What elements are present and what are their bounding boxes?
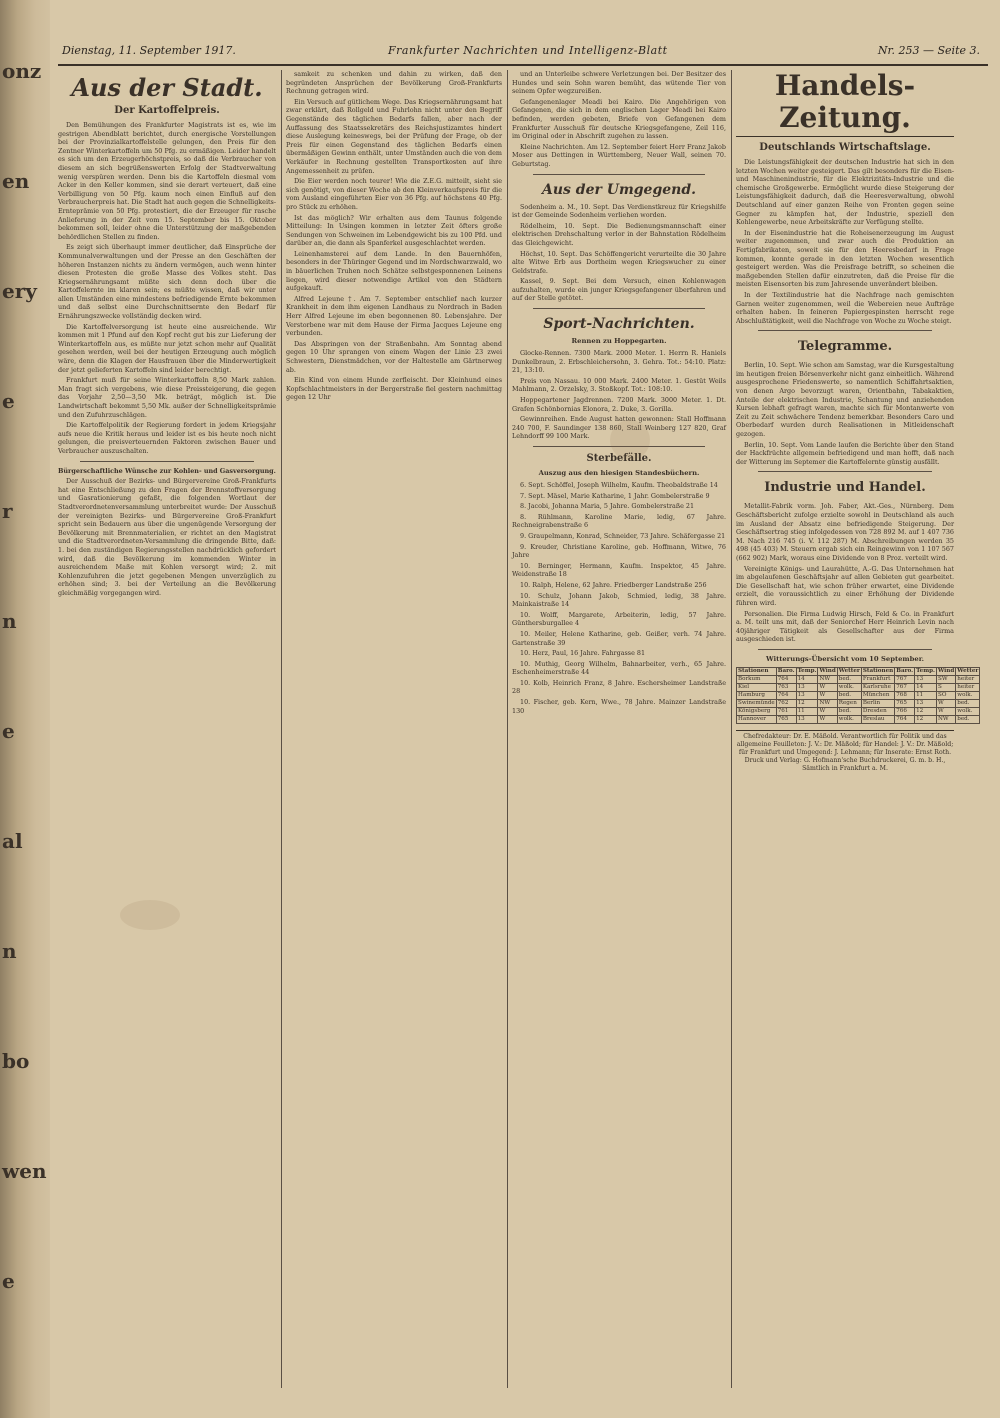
weather-cell: bed. <box>956 715 980 723</box>
divider <box>758 649 932 650</box>
death-notices-list <box>512 481 726 715</box>
page-header <box>58 40 988 66</box>
death-notice: 8. Jacobi, Johanna Maria, 5 Jahre. Gombelerstraße 21 <box>520 502 695 511</box>
article-body <box>512 203 726 304</box>
weather-cell: Breslau <box>861 715 894 723</box>
weather-header-cell: Wind <box>819 667 836 674</box>
weather-cell: S <box>936 683 955 691</box>
weather-cell: NW <box>818 675 837 683</box>
column-rule <box>281 70 282 1388</box>
section-title-sterbefaelle: Sterbefälle. <box>586 453 652 464</box>
paragraph: Sodenheim a. M., 10. Sept. Das Verdienstkreuz für Kriegshilfe ist der Gemeinde Sodenheim verliehen worden. <box>512 202 726 220</box>
weather-cell: W <box>936 707 955 715</box>
binding-text-fragment: e <box>2 719 15 743</box>
weather-cell: NW <box>936 715 955 723</box>
paragraph: Die Kartoffelversorgung ist heute eine ausreichende. Wir kommen mit 1 Pfund auf den Kopf recht gut bis zur Lieferung der Winterkartoffeln aus, es müßte nur jetzt schon mehr auf Qualität gesehen werden, weil bei der heutigen Erzeugung auch möglich wäre, denn die Klagen der Hausfrauen über die Minderwertigkeit der jetzt gelieferten Kartoffeln sind leider berechtigt. <box>58 322 276 374</box>
paragraph: Kleine Nachrichten. Am 12. September feiert Herr Franz Jakob Moser aus Dettingen in Württemberg, Neuer Wall, seinen 70. Geburtstag. <box>512 142 726 168</box>
death-notice: 10. Schulz, Johann Jakob, Schmied, ledig, 38 Jahre. Mainkaistraße 14 <box>512 591 726 609</box>
weather-cell: heiter <box>956 683 980 691</box>
binding-text-fragment: ery <box>2 279 37 303</box>
weather-cell: 767 <box>895 683 915 691</box>
binding-text-fragment: onz <box>2 59 42 83</box>
death-notice: 10. Berninger, Hermann, Kaufm. Inspektor, 45 Jahre. Weidenstraße 18 <box>512 561 726 579</box>
header-issue: Nr. 253 — Seite 3. <box>877 44 980 57</box>
paragraph: Berlin, 10. Sept. Vom Lande laufen die Berichte über den Stand der Hackfrüchte allgemein befriedigend und man hofft, daß nach der Witterung im Septemer die Kartoffelernte günstig ausfällt. <box>736 440 954 466</box>
paragraph: und an Unterleibe schwere Verletzungen bei. Der Besitzer des Hundes und sein Sohn waren bemüht, das wütende Tier von seinem Opfer wegzureißen. <box>512 70 726 96</box>
section-title-handelszeitung: Handels-Zeitung. <box>736 70 954 137</box>
weather-cell: 12 <box>915 715 937 723</box>
table-row <box>737 675 980 683</box>
weather-cell: 13 <box>915 675 937 683</box>
article-body <box>736 502 954 644</box>
article-body <box>58 121 276 456</box>
death-notice: 9. Graupelmann, Konrad, Schneider, 73 Jahre. Schäfergasse 21 <box>520 531 726 540</box>
sterbefaelle-subtitle: Auszug aus den hiesigen Standesbüchern. <box>538 469 700 477</box>
weather-header-cell: Wetter <box>838 667 860 674</box>
paragraph: Glocke-Rennen. 7300 Mark. 2000 Meter. 1. Herrn R. Haniels Dunkelbraun, 2. Erbschleichersohn, 3. Gehra. Tot.: 54:10. Platz: 21, 13:10. <box>512 349 726 375</box>
paragraph: Berlin, 10. Sept. Wie schon am Samstag, war die Kursgestaltung im heutigen freien Börsenverkehr nicht ganz einheitlich. Während ausgesprochene Friedenswerte, so namentlich Schiffahrtsaktien, von denen Argo bevorzugt waren, Orientbahn, Tabakaktien, Anteile der elektrischen Industrie, Schantung und anziehenden Kursen lebhaft gefragt waren, machte sich für Montanwerte von Zeit zu Zeit schwächere Tendenz bemerkbar. Besonders Caro und Oberbedarf wurden durch Realisationen in Mitleidenschaft gezogen. <box>736 361 954 439</box>
column-region-sport <box>512 70 726 1388</box>
weather-header-cell: Baro. <box>777 667 795 674</box>
weather-header-cell: Baro. <box>896 667 914 674</box>
binding-text-fragment: e <box>2 1269 15 1293</box>
binding-text-fragment: n <box>2 609 17 633</box>
weather-cell: bed. <box>837 691 861 699</box>
column-local-news <box>58 70 276 1388</box>
death-notice: 8. Rühlmann, Karoline Marie, ledig, 67 Jahre. Rechneigrabenstraße 6 <box>512 512 726 530</box>
paragraph: Vereinigte Königs- und Laurahütte, A.-G. Das Unternehmen hat im abgelaufenen Geschäftsjahr auf allen Gebieten gut gearbeitet. Die Gesellschaft hat, wie schon früher erwartet, eine Dividende erzielt, die voraussichtlich zu einer Erhöhung der Dividende führen wird. <box>736 564 954 607</box>
weather-cell: Frankfurt <box>861 675 894 683</box>
binding-text-fragment: en <box>2 169 30 193</box>
weather-cell: 762 <box>776 699 796 707</box>
weather-cell: 763 <box>776 683 796 691</box>
paragraph: Kassel, 9. Sept. Bei dem Versuch, einen Kohlenwagen aufzuhalten, wurde ein junger Kriegsgefangener überfahren und auf der Stelle getötet. <box>512 277 726 303</box>
weather-cell: München <box>861 691 894 699</box>
divider <box>758 471 932 472</box>
weather-cell: Swinemünde <box>738 699 775 706</box>
column-local-news-cont <box>286 70 502 1388</box>
column-business <box>736 69 979 1388</box>
weather-header-cell: Temp. <box>797 667 817 674</box>
weather-title: Witterungs-Übersicht vom 10 September. <box>765 654 925 663</box>
weather-cell: W <box>818 683 837 691</box>
weather-cell: 767 <box>895 675 915 683</box>
weather-cell: 765 <box>776 715 796 723</box>
weather-cell: wolk. <box>837 683 861 691</box>
weather-cell: 766 <box>895 707 915 715</box>
paragraph: Hoppegartener Jagdrennen. 7200 Mark. 3000 Meter. 1. Dt. Grafen Schönbornias Elonora, 2. Duke, 3. Gorilla. <box>512 396 726 413</box>
weather-cell: SW <box>936 675 955 683</box>
death-notice: 6. Sept. Schöffel, Joseph Wilhelm, Kaufm. Theobaldstraße 14 <box>520 481 718 489</box>
divider <box>80 461 254 462</box>
weather-cell: 12 <box>915 707 937 715</box>
paragraph: Gefangenenlager Meadi bei Kairo. Die Angehörigen von Gefangenen, die sich in dem englischen Lager Meadi bei Kairo befinden, werden gebeten, Briefe von Gefangenen dem Frankfurter Ausschuß für deutsche Kriegsgefangene, Zeil 116, im Original oder in Abschrift zugehen zu lassen. <box>512 97 726 141</box>
death-notice: 9. Kreuder, Christiane Karoline, geb. Hoffmann, Witwe, 76 Jahre <box>512 542 726 560</box>
weather-header-row <box>737 667 980 675</box>
paragraph: Personalien. Die Firma Ludwig Hirsch, Feld & Co. in Frankfurt a. M. teilt uns mit, daß der Seniorchef Herr Heinrich Levin nach 40jähriger Tätigkeit als Gesellschafter aus der Firma ausgeschieden ist. <box>736 609 954 644</box>
weather-cell: Borkum <box>737 675 777 683</box>
paragraph: Der Ausschuß der Bezirks- und Bürgervereine Groß-Frankfurts hat eine Entschließung zu den Fragen der Brennstoffversorgung und Gasrationierung gefaßt, die folgenden Wortlaut der Stadtverordnetenversammlung unterbreitet wurde: Der Ausschuß der vereinigten Bezirks- und Bürgervereine Groß-Frankfurt spricht sein Bedauern aus über die ungenügende Versorgung der Bevölkerung mit Brennmaterialien, er richtet an den Magistrat und die Stadtverordneten-Versammlung die dringende Bitte, daß: 1. bei den zuständigen Regierungsstellen nachdrücklich gefordert wird, daß die Bevölkerung im kommenden Winter in ausreichendem Maße mit Kohlen versorgt wird; 2. mit Kohlenzufuhren die jetzt gegebenen Mengen unverzüglich zu erhöhen sind; 3. bei der Verteilung an die Bevölkerung gleichmäßig vorgegangen wird. <box>58 477 276 597</box>
weather-cell: NW <box>818 699 837 707</box>
death-notice: 10. Fischer, geb. Kern, Wwe., 78 Jahre. Mainzer Landstraße 130 <box>512 698 726 715</box>
column-rule <box>731 70 732 1388</box>
binding-text-fragment: bo <box>2 1049 30 1073</box>
paragraph: Gewinnreihen. Ende August hatten gewonnen: Stall Hoffmann 240 700, F. Saundinger 138 860, Stall Weinberg 127 820, Graf Lehndorff 99 100 Mark. <box>512 415 726 441</box>
weather-cell: W <box>818 691 837 699</box>
paragraph: Rödelheim, 10. Sept. Die Bedienungsmannschaft einer elektrischen Drehschaltung verlor in der Bahnstation Rödelheim das Gleichgewicht. <box>512 221 726 247</box>
paragraph: Metallit-Fabrik vorm. Joh. Faber, Akt.-Ges., Nürnberg. Dem Geschäftsbericht zufolge erzielte sowohl in Deutschland als auch im Ausland der Absatz eine befriedigende Steigerung. Der Geschäftsertrag stieg infolgedessen von 728 892 M. auf 1 407 736 M. Nach 216 745 (i. V. 112 287) M. Abschreibungen werden 35 498 (45 403) M. Steuern ergab sich ein Reingewinn von 1 107 567 (662 902) Mark, woraus eine Dividende von 8 Proz. verteilt wird. <box>736 502 954 562</box>
weather-cell: 764 <box>776 675 796 683</box>
article-body <box>736 158 954 325</box>
paragraph: In der Textilindustrie hat die Nachfrage nach gemischten Garnen weiter zugenommen, weil die Webereien neue Aufträge erhalten haben. In feineren Papiergespinsten herrscht rege Abschlußtätigkeit, weil die Nachfrage von Woche zu Woche steigt. <box>736 290 954 325</box>
article-body <box>736 361 954 466</box>
section-title-sport: Sport-Nachrichten. <box>543 316 695 333</box>
header-date: Dienstag, 11. September 1917. <box>62 44 236 57</box>
binding-text-fragment: r <box>2 499 13 523</box>
weather-cell: wolk. <box>956 707 980 715</box>
imprint-footer: Chefredakteur: Dr. E. Mäßold. Verantwortlich für Politik und das allgemeine Feuilleton: J. V.: Dr. Mäßold; für Handel: J. V.: Dr. Mäßold; für Frankfurt und Umgegend: J. Lehmann; für Inserate: Ernst Roth. Druck und Verlag: G. Hofmann'sche Buchdruckerei, G. m. b. H., Sämtlich in Frankfurt a. M. <box>736 730 954 773</box>
article-body <box>58 477 276 597</box>
weather-cell: 768 <box>895 691 915 699</box>
column-rule <box>507 70 508 1388</box>
section-title-umgegend: Aus der Umgegend. <box>542 181 696 198</box>
article-body <box>512 349 726 441</box>
death-notice: 7. Sept. Mäsel, Marie Katharine, 1 Jahr. Gombelerstraße 9 <box>520 491 710 500</box>
weather-table <box>736 667 980 724</box>
article-title-hoppegarten: Rennen zu Hoppegarten. <box>571 337 667 346</box>
weather-cell: 13 <box>796 715 818 723</box>
paragraph: Ein Kind von einem Hunde zerfleischt. Der Kleinhund eines Kopfschlachtmeisters in der Bergerstraße fiel gestern nachmittag gegen 12 Uhr <box>286 376 502 402</box>
weather-cell: Karlsruhe <box>861 683 894 691</box>
weather-cell: wolk. <box>837 715 861 723</box>
weather-cell: 13 <box>915 699 937 707</box>
weather-cell: bed. <box>837 707 861 715</box>
article-body <box>512 70 726 169</box>
weather-header-cell: Stationen <box>862 667 894 674</box>
weather-cell: SO <box>936 691 955 699</box>
paragraph: Höchst, 10. Sept. Das Schöffengericht verurteilte die 30 Jahre alte Witwe Erb aus Dortheim wegen Kriegswucher zu einer Geldstrafe. <box>512 249 726 275</box>
table-row <box>737 715 980 723</box>
section-title-telegramme: Telegramme. <box>797 339 893 355</box>
weather-cell: Kiel <box>737 683 777 691</box>
weather-cell: 13 <box>796 691 818 699</box>
weather-cell: Königsberg <box>737 707 777 715</box>
table-row <box>737 699 980 707</box>
weather-header-cell: Wind <box>937 667 955 674</box>
paragraph: Es zeigt sich überhaupt immer deutlicher, daß Einsprüche der Kommunalverwaltungen und der Presse an den Geschäften der höheren Instanzen nichts zu ändern vermögen, auch wenn hinter diesen Protesten die große Masse des Volkes steht. Das Kriegsernährungsamt müßte sich denn doch über die Kartoffelernte im klaren sein; es müßte wissen, daß wir unter allen Umständen eine mindestens befriedigende Ernte bekommen und daß selbst eine Durchschnittsernte den Bedarf für Ernährungszwecke vollständig decken wird. <box>58 243 276 321</box>
binding-text-fragment: n <box>2 939 17 963</box>
article-body <box>286 70 502 402</box>
binding-text-fragment: e <box>2 389 15 413</box>
table-row <box>737 683 980 691</box>
paragraph: Die Leistungsfähigkeit der deutschen Industrie hat sich in den letzten Wochen weiter gesteigert. Das gilt besonders für die Eisen- und Maschinenindustrie, für die Elektrizitäts-Industrie und die chemische Großgewerbe. Ermöglicht wurde diese Steigerung der Leistungsfähigkeit dadurch, daß die Heeresverwaltung, obwohl Deutschland auf einer ganzen Reihe von Fronten gegen seine Gegner zu kämpfen hat, der Industrie, speziell den Kohlengewerbe, neue Arbeitskräfte zur Verfügung stellte. <box>736 158 954 227</box>
weather-cell: 765 <box>895 699 915 707</box>
paragraph: Frankfurt muß für seine Winterkartoffeln 8,50 Mark zahlen. Man fragt sich vergebens, wie diese Preissteigerung, die gegen das Vorjahr 2,50—3,50 Mk. beträgt, möglich ist. Die Landwirtschaft bekommt 5,50 Mk. außer der Schnelligkeitsprämie und den Zufuhrzuschlägen. <box>58 376 276 419</box>
weather-cell: bed. <box>837 675 861 683</box>
paragraph: Die Eier werden noch teurer! Wie die Z.E.G. mitteilt, sieht sie sich genötigt, von dieser Woche ab den Kleinverkaufspreis für die vom Ausland eingeführten Eier von 36 Pfg. auf höchstens 40 Pfg. pro Stück zu erhöhen. <box>286 177 502 211</box>
weather-header-cell: Wetter <box>957 667 979 674</box>
death-notice: 10. Kolb, Heinrich Franz, 8 Jahre. Eschersheimer Landstraße 28 <box>512 678 726 696</box>
divider <box>758 330 932 331</box>
paragraph: In der Eisenindustrie hat die Roheisenerzeugung im August weiter zugenommen, und zwar auch die Produktion an Fertigfabrikaten, soweit sie für den Heeresbedarf in Frage kommen, konnte gerade in den letzten Wochen wesentlich gesteigert werden. Was die Preisfrage betrifft, so scheinen die maßgebenden Stellen dafür einzutreten, daß die Preise für die meisten Eisensorten bis zum Jahresende unverändert bleiben. <box>736 228 954 289</box>
weather-header-cell: Stationen <box>737 667 777 675</box>
article-title-kohlen: Bürgerschaftliche Wünsche zur Kohlen- und Gasversorgung. <box>58 466 276 475</box>
weather-header-cell: Temp. <box>916 667 935 674</box>
weather-cell: 14 <box>796 675 818 683</box>
binding-text-fragment: wen <box>2 1159 47 1183</box>
paragraph: Den Bemühungen des Frankfurter Magistrats ist es, wie im gestrigen Abendblatt berichtet, durch energische Vorstellungen bei der Provinzialkartoffelstelle gelungen, den Preis für den Zentner Winterkartoffeln um 50 Pfg. zu ermäßigen. Leider handelt es sich um den Erzeugerhöchstpreis, so daß die Verbraucher von diesem an sich begrüßenswerten Erfolg der Stadtverwaltung wenig verspüren werden. Denn bis die Kartoffeln diesmal vom Acker in den Keller kommen, sind sie derart verteuert, daß eine Verbilligung von 50 Pfg. kaum noch einen Einfluß auf den Verbraucherpreis hat. Die Stadt hat auch gegen die Schnelligkeits-Ernteprämie von 50 Pfg. protestiert, die der Erzeuger für rasche Anlieferung in der Zeit vom 15. September bis 15. Oktober bekommen soll, leider ohne die Unterstützung der maßgebenden behördlichen Stellen zu finden. <box>58 121 276 241</box>
article-title-wirtschaftslage: Deutschlands Wirtschaftslage. <box>759 142 931 153</box>
header-masthead: Frankfurter Nachrichten und Intelligenz-Blatt <box>388 44 668 57</box>
section-title-stadt: Aus der Stadt. <box>71 73 263 102</box>
paragraph: Ist das möglich? Wir erhalten aus dem Taunus folgende Mitteilung: In Usingen kommen in letzter Zeit öfters große Sendungen von Schweinen im Lebendgewicht bis zu 100 Pfd. und darüber an, die dann als Spanferkel ausgeschlachtet werden. <box>286 213 502 248</box>
paragraph: Alfred Lejeune †. Am 7. September entschlief nach kurzer Krankheit in dem ihm eigenen Landhaus zu Nordrach in Baden Herr Alfred Lejeune im eben begonnenen 80. Lebensjahre. Der Verstorbene war mit dem Hause der Firma Jacques Lejeune eng verbunden. <box>286 294 502 338</box>
weather-cell: 12 <box>796 699 818 707</box>
paragraph: Preis von Nassau. 10 000 Mark. 2400 Meter. 1. Gestüt Weils Mahlmann, 2. Orzelsky, 3. Stoßkopf. Tot.: 108:10. <box>512 376 726 394</box>
weather-cell: heiter <box>956 675 980 683</box>
binding-edge <box>0 0 50 1418</box>
paragraph: Ein Versuch auf gütlichem Wege. Das Kriegsernährungsamt hat zwar erklärt, daß Rollgeld und Fuhrlohn nicht unter den Begriff Gegenstände des täglichen Bedarfs fallen, aber nach der Auffassung des Staatssekretärs des Reichsjustizamtes hindert diese Auslegung keineswegs, bei der Prüfung der Frage, ob der Preis für einen Gegenstand des täglichen Bedarfs einen übermäßigen Gewinn enthält, unter Umständen auch die von dem Verkäufer in Rechnung gestellten Transportkosten auf ihre Angemessenheit zu prüfen. <box>286 97 502 175</box>
weather-cell: Hamburg <box>737 691 777 699</box>
weather-cell: Berlin <box>861 699 894 707</box>
weather-cell: Regen <box>837 699 861 707</box>
death-notice: 10. Meiler, Helene Katharine, geb. Geißer, verh. 74 Jahre. Gartenstraße 39 <box>512 629 726 647</box>
death-notice: 10. Herz, Paul, 16 Jahre. Fahrgasse 81 <box>520 649 646 658</box>
divider <box>533 308 704 309</box>
table-row <box>737 691 980 699</box>
divider <box>533 446 704 447</box>
weather-cell: Hannover <box>737 715 777 723</box>
weather-cell: W <box>936 699 955 707</box>
article-title-kartoffelpreis: Der Kartoffelpreis. <box>114 105 220 116</box>
paragraph: Die Kartoffelpolitik der Regierung fordert in jedem Kriegsjahr aufs neue die Kritik heraus und leider ist es bis heute noch nicht gelungen, die preisverteuernden Faktoren zwischen Bauer und Verbraucher auszuschalten. <box>58 421 276 455</box>
weather-cell: W <box>818 715 837 723</box>
death-notice: 10. Muthig, Georg Wilhelm, Bahnarbeiter, verh., 65 Jahre. Eschenheimerstraße 44 <box>512 659 726 677</box>
table-row <box>737 707 980 715</box>
weather-cell: Dresden <box>861 707 894 715</box>
weather-cell: 11 <box>915 691 937 699</box>
weather-cell: 761 <box>776 707 796 715</box>
divider <box>533 174 704 175</box>
paragraph: Das Abspringen von der Straßenbahn. Am Sonntag abend gegen 10 Uhr sprangen von einem Wagen der Linie 23 zwei Schwestern, Dienstmädchen, vor der Haltestelle am Gärtnerweg ab. <box>286 339 502 374</box>
death-notice: 10. Ralph, Helene, 62 Jahre. Friedberger Landstraße 256 <box>520 580 707 589</box>
paragraph: Leinenhamsterei auf dem Lande. In den Bauernhöfen, besonders in der Thüringer Gegend und im Nordschwarzwald, wo in bäuerlichen Truhen noch Schätze selbstgesponnenen Leinens liegen, wird dieser notwendige Artikel von den Städtern aufgekauft. <box>286 249 502 293</box>
weather-cell: wolk. <box>956 691 980 699</box>
weather-cell: 13 <box>796 683 818 691</box>
section-title-industrie: Industrie und Handel. <box>764 480 926 496</box>
weather-cell: 14 <box>915 683 937 691</box>
weather-cell: W <box>818 707 837 715</box>
weather-cell: bed. <box>956 699 980 707</box>
paragraph: samkeit zu schenken und dahin zu wirken, daß den begründeten Ansprüchen der Bevölkerung Groß-Frankfurts Rechnung getragen wird. <box>286 70 502 96</box>
weather-cell: 764 <box>895 715 915 723</box>
weather-cell: 764 <box>776 691 796 699</box>
death-notice: 10. Wolff, Margarete, Arbeiterin, ledig, 57 Jahre. Günthersburgallee 4 <box>512 610 726 628</box>
weather-cell: 11 <box>796 707 818 715</box>
binding-text-fragment: al <box>2 829 23 853</box>
